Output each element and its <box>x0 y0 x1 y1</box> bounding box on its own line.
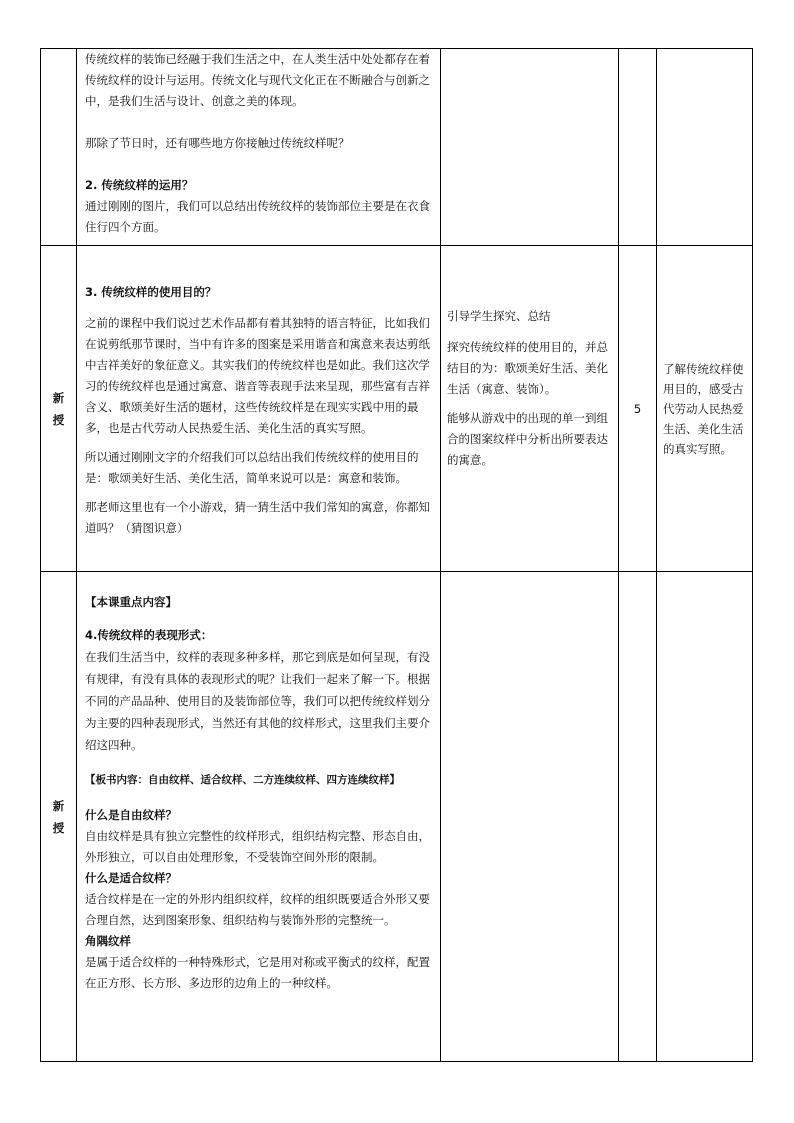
board-content: 【板书内容：自由纹样、适合纹样、二方连续纹样、四方连续纹样】 <box>85 774 400 786</box>
paragraph: 是属于适合纹样的一种特殊形式，它是用对称或平衡式的纹样，配置在正方形、长方形、多边形的边角上的一种纹样。 <box>85 955 430 990</box>
activity-cell <box>441 246 619 572</box>
intent-cell <box>657 49 753 246</box>
time-value: 5 <box>633 401 642 416</box>
activity-text: 探究传统纹样的使用目的，并总结目的为：歌颂美好生活、美化生活（寓意、装饰）。 <box>447 340 608 396</box>
content-cell <box>77 246 441 572</box>
stage-label: 授 <box>52 820 65 835</box>
key-content-marker: 【本课重点内容】 <box>85 595 177 609</box>
intent-cell <box>657 246 753 572</box>
content-cell <box>77 49 441 246</box>
table-row <box>41 49 753 246</box>
lesson-plan-table <box>40 48 753 1062</box>
paragraph: 通过刚刚的图片，我们可以总结出传统纹样的装饰部位主要是在衣食住行四个方面。 <box>85 199 430 234</box>
paragraph: 在我们生活当中，纹样的表现多种多样，那它到底是如何呈现，有没有规律，有没有具体的表现形式的呢？让我们一起来了解一下。根据不同的产品品种、使用目的及装饰部位等，我们可以把传统纹样划分为主要的四种表现形式，当然还有其他的纹样形式，这里我们主要介绍这四种。 <box>85 650 430 752</box>
paragraph: 那除了节日时，还有哪些地方你接触过传统纹样呢？ <box>85 136 350 150</box>
table-row <box>41 246 753 572</box>
paragraph: 传统纹样的装饰已经融于我们生活之中，在人类生活中处处都存在着传统纹样的设计与运用。传统文化与现代文化正在不断融合与创新之中，是我们生活与设计、创意之美的体现。 <box>85 52 430 108</box>
stage-label-cell <box>41 49 77 246</box>
design-intent-text: 了解传统纹样使用目的，感受古代劳动人民热爱生活、美化生活的真实写照。 <box>663 361 744 456</box>
question-heading: 什么是自由纹样？ <box>85 808 177 822</box>
stage-label-cell <box>41 572 77 1062</box>
section-heading: 2. 传统纹样的运用？ <box>85 178 194 192</box>
content-cell <box>77 572 441 1062</box>
stage-label-cell <box>41 246 77 572</box>
section-heading: 4.传统纹样的表现形式： <box>85 628 213 642</box>
paragraph: 自由纹样是具有独立完整性的纹样形式，组织结构完整、形态自由，外形独立，可以自由处理形象，不受装饰空间外形的限制。 <box>85 829 430 864</box>
paragraph: 那老师这里也有一个小游戏，猜一猜生活中我们常知的寓意，你都知道吗？（猜图识意） <box>85 500 430 535</box>
activity-text: 引导学生探究、总结 <box>447 309 551 323</box>
section-heading: 3. 传统纹样的使用目的？ <box>85 285 217 299</box>
stage-label: 新 <box>52 390 65 405</box>
time-cell <box>619 572 657 1062</box>
activity-text: 能够从游戏中的出现的单一到组合的图案纹样中分析出所要表达的寓意。 <box>447 411 608 467</box>
question-heading: 什么是适合纹样？ <box>85 871 177 885</box>
stage-label: 新 <box>52 798 65 813</box>
time-cell <box>619 49 657 246</box>
question-heading: 角隅纹样 <box>85 934 131 948</box>
paragraph: 适合纹样是在一定的外形内组织纹样，纹样的组织既要适合外形又要合理自然，达到图案形象、组织结构与装饰外形的完整统一。 <box>85 892 430 927</box>
time-cell <box>619 246 657 572</box>
activity-cell <box>441 572 619 1062</box>
intent-cell <box>657 572 753 1062</box>
paragraph: 所以通过刚刚文字的介绍我们可以总结出我们传统纹样的使用目的是：歌颂美好生活、美化生活，简单来说可以是：寓意和装饰。 <box>85 450 419 485</box>
table-row <box>41 572 753 1062</box>
stage-label: 授 <box>52 412 65 427</box>
activity-cell <box>441 49 619 246</box>
paragraph: 之前的课程中我们说过艺术作品都有着其独特的语言特征，比如我们在说剪纸那节课时，当中有许多的图案是采用谐音和寓意来表达剪纸中吉祥美好的象征意义。其实我们的传统纹样也是如此。我们这次学习的传统纹样也是通过寓意、谐音等表现手法来呈现，那些富有吉祥含义、歌颂美好生活的题材，这些传统纹样是在现实实践中用的最多，也是古代劳动人民热爱生活、美化生活的真实写照。 <box>85 316 430 435</box>
